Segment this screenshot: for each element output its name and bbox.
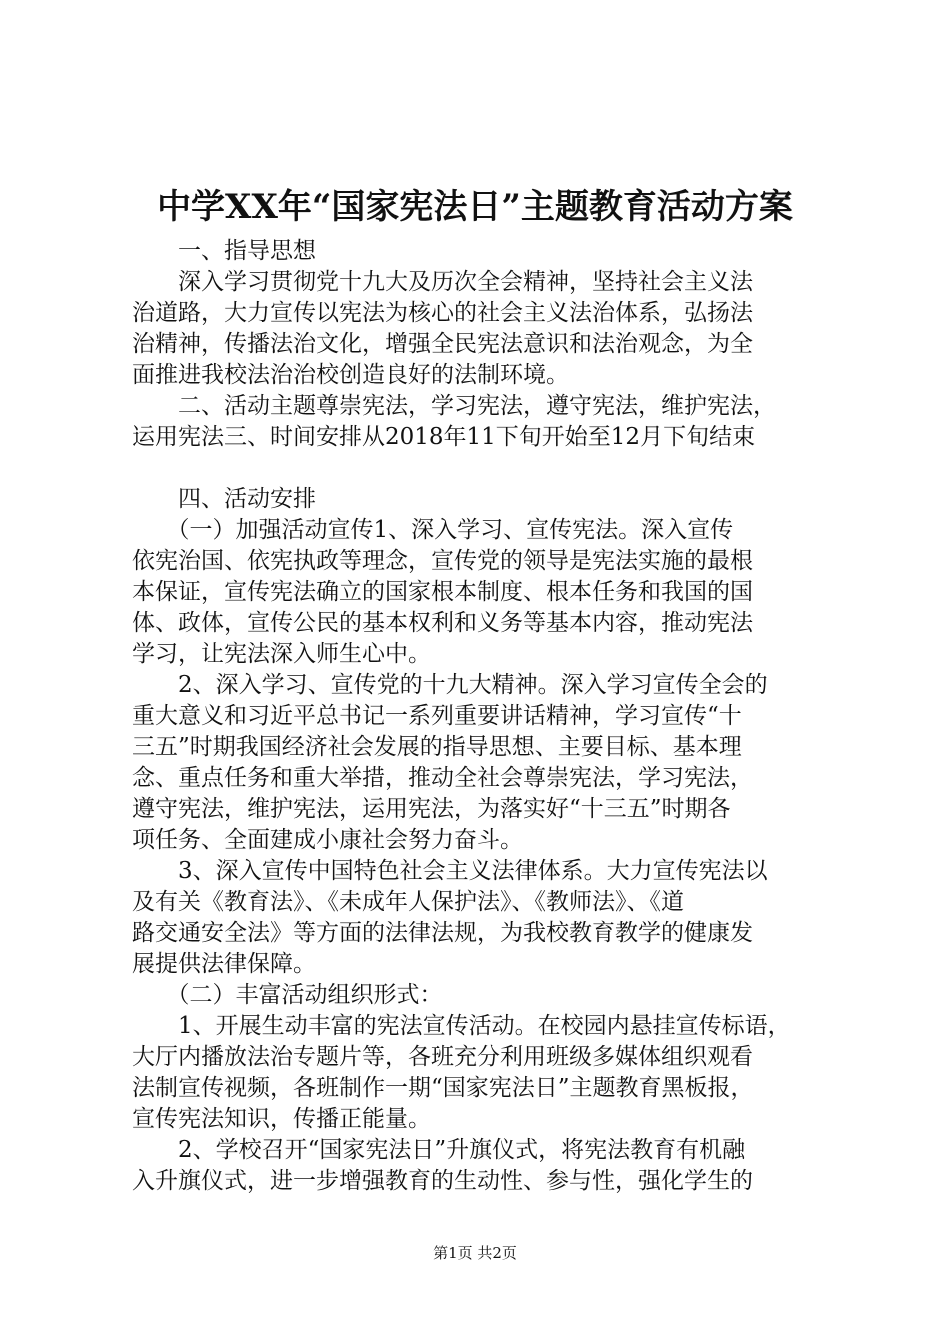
text-line: 法制宣传视频，各班制作一期“国家宪法日”主题教育黑板报， — [132, 1075, 754, 1101]
blank-line — [132, 453, 832, 484]
text-line: 治道路，大力宣传以宪法为核心的社会主义法治体系，弘扬法 — [132, 300, 753, 326]
text-line: 学习，让宪法深入师生心中。 — [132, 641, 431, 667]
page-footer: 第1页 共2页 — [433, 1244, 517, 1262]
text-line: 大厅内播放法治专题片等，各班充分利用班级多媒体组织观看 — [132, 1044, 753, 1070]
text-line: 三五”时期我国经济社会发展的指导思想、主要目标、基本理 — [132, 734, 742, 760]
text-line: 宣传宪法知识，传播正能量。 — [132, 1106, 431, 1132]
text-line: 深入学习贯彻党十九大及历次全会精神，坚持社会主义法 — [132, 269, 753, 295]
text-line: 二、活动主题尊崇宪法，学习宪法，遵守宪法，维护宪法， — [132, 393, 776, 419]
text-line: 2、学校召开“国家宪法日”升旗仪式，将宪法教育有机融 — [132, 1137, 746, 1163]
document-title: 中学XX年“国家宪法日”主题教育活动方案 — [157, 187, 793, 227]
text-line: （二）丰富活动组织形式： — [132, 982, 443, 1008]
text-line: 及有关《教育法》、《未成年人保护法》、《教师法》、《道 — [132, 889, 684, 915]
text-line: 项任务、全面建成小康社会努力奋斗。 — [132, 827, 523, 853]
text-line: 运用宪法三、时间安排从2018年11下旬开始至12月下旬结束 — [132, 424, 756, 450]
text-line: 重大意义和习近平总书记一系列重要讲话精神，学习宣传“十 — [132, 703, 742, 729]
text-line: 2、深入学习、宣传党的十九大精神。深入学习宣传全会的 — [132, 672, 768, 698]
text-line: 一、指导思想 — [132, 238, 316, 264]
text-line: 四、活动安排 — [132, 486, 316, 512]
text-line: 本保证，宣传宪法确立的国家根本制度、根本任务和我国的国 — [132, 579, 753, 605]
text-line: 遵守宪法，维护宪法，运用宪法，为落实好“十三五”时期各 — [132, 796, 731, 822]
text-line: 念、重点任务和重大举措，推动全社会尊崇宪法，学习宪法， — [132, 765, 753, 791]
text-line: 依宪治国、依宪执政等理念，宣传党的领导是宪法实施的最根 — [132, 548, 753, 574]
text-line: 3、深入宣传中国特色社会主义法律体系。大力宣传宪法以 — [132, 858, 768, 884]
text-line: （一）加强活动宣传1、深入学习、宣传宪法。深入宣传 — [132, 517, 734, 543]
text-line: 路交通安全法》等方面的法律法规，为我校教育教学的健康发 — [132, 920, 753, 946]
text-line: 1、开展生动丰富的宪法宣传活动。在校园内悬挂宣传标语， — [132, 1013, 791, 1039]
document-body — [132, 236, 832, 1197]
text-line: 治精神，传播法治文化，增强全民宪法意识和法治观念，为全 — [132, 331, 753, 357]
text-line: 面推进我校法治治校创造良好的法制环境。 — [132, 362, 569, 388]
text-line: 体、政体，宣传公民的基本权利和义务等基本内容，推动宪法 — [132, 610, 753, 636]
text-line: 入升旗仪式，进一步增强教育的生动性、参与性，强化学生的 — [132, 1168, 753, 1194]
text-line: 展提供法律保障。 — [132, 951, 316, 977]
